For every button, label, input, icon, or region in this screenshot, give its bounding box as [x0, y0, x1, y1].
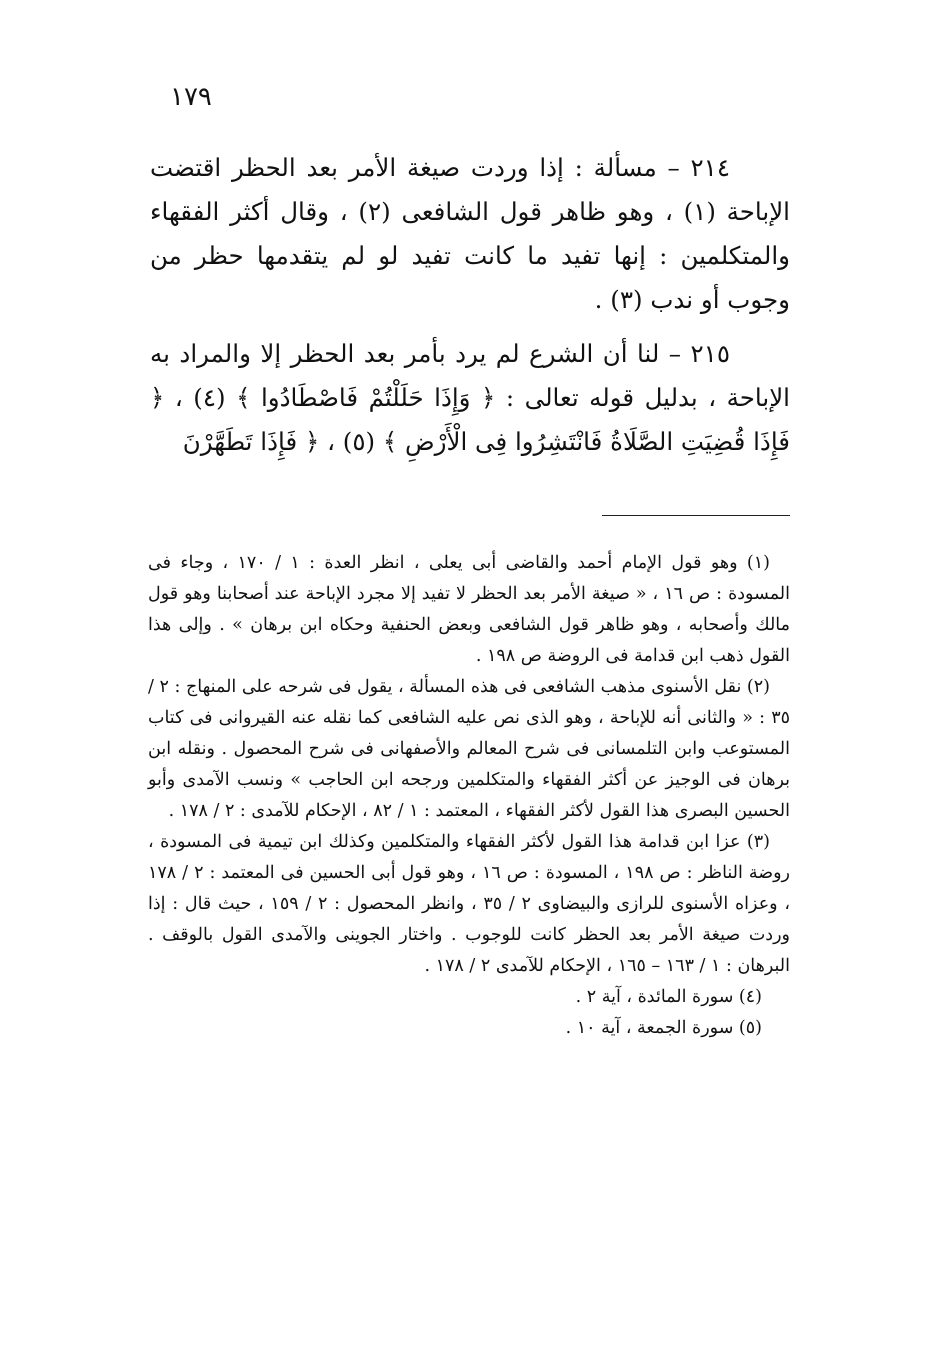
page-number: ١٧٩ [170, 82, 212, 112]
footnote-divider [602, 515, 790, 516]
footnotes [148, 548, 790, 1044]
paragraph-214: ٢١٤ – مسألة : إذا وردت صيغة الأمر بعد الحظر اقتضت الإباحة (١) ، وهو ظاهر قول الشافعى (٢) ، وقال أكثر الفقهاء والمتكلمين : إنها تفيد ما كانت تفيد لو لم يتقدمها حظر من وجوب أو ندب (٣) . [150, 153, 791, 314]
footnote-4: (٤) سورة المائدة ، آية ٢ . [575, 987, 762, 1007]
footnote-3: (٣) عزا ابن قدامة هذا القول لأكثر الفقهاء والمتكلمين وكذلك ابن تيمية فى المسودة ، روضة الناظر : ص ١٩٨ ، المسودة : ص ١٦ ، وهو قول أبى الحسين فى المعتمد : ٢ / ١٧٨ ، وعزاه الأسنوى للرازى والبيضاوى ٢ / ٣٥ ، وانظر المحصول : ٢ / ١٥٩ ، حيث قال : إذا وردت صيغة الأمر بعد الحظر كانت للوجوب . واختار الجوينى والآمدى القول بالوقف . البرهان : ١ / ١٦٣ – ١٦٥ ، الإحكام للآمدى ٢ / ١٧٨ . [148, 832, 790, 976]
footnote-2: (٢) نقل الأسنوى مذهب الشافعى فى هذه المسألة ، يقول فى شرحه على المنهاج : ٢ / ٣٥ : « والثانى أنه للإباحة ، وهو الذى نص عليه الشافعى كما نقله عنه القيروانى فى كتاب المستوعب وابن التلمسانى فى شرح المعالم والأصفهانى فى شرح المحصول . ونقله ابن برهان فى الوجيز عن أكثر الفقهاء والمتكلمين ورجحه ابن الحاجب » ونسب الآمدى وأبو الحسين البصرى هذا القول لأكثر الفقهاء ، المعتمد : ١ / ٨٢ ، الإحكام للآمدى : ٢ / ١٧٨ . [148, 677, 790, 821]
main-text [150, 146, 790, 474]
paragraph-215: ٢١٥ – لنا أن الشرع لم يرد بأمر بعد الحظر إلا والمراد به الإباحة ، بدليل قوله تعالى : ﴿ وَإِذَا حَلَلْتُمْ فَاصْطَادُوا ﴾ (٤) ، ﴿ فَإِذَا قُضِيَتِ الصَّلَاةُ فَانْتَشِرُوا فِى الْأَرْضِ ﴾ (٥) ، ﴿ فَإِذَا تَطَهَّرْنَ [150, 339, 790, 456]
footnote-5: (٥) سورة الجمعة ، آية ١٠ . [565, 1018, 762, 1038]
footnote-1: (١) وهو قول الإمام أحمد والقاضى أبى يعلى ، انظر العدة : ١ / ١٧٠ ، وجاء فى المسودة : ص ١٦ ، « صيغة الأمر بعد الحظر لا تفيد إلا مجرد الإباحة عند أصحابنا وهو قول مالك وأصحابه ، وهو ظاهر قول الشافعى وبعض الحنفية وحكاه ابن برهان » . وإلى هذا القول ذهب ابن قدامة فى الروضة ص ١٩٨ . [148, 553, 791, 666]
